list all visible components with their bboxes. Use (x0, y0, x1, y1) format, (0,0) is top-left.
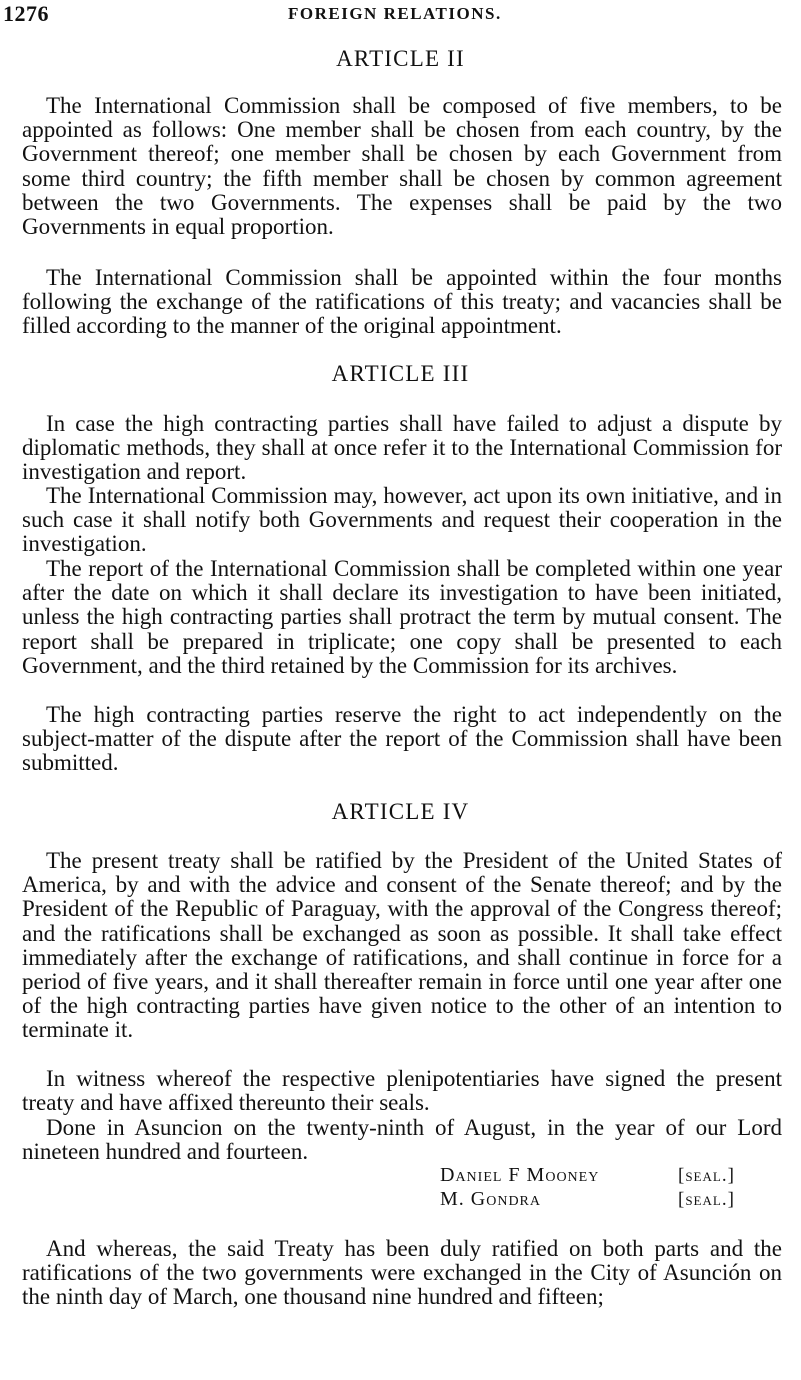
article-4-paragraph-2: In witness whereof the respective plenipotentiaries have signed the present treaty and have affixed thereunto their seals. (22, 1066, 782, 1116)
article-3-paragraph-1: In case the high contracting parties shall have failed to adjust a dispute by diplomatic methods, they shall at once refer it to the International Commission for investigation and report. (22, 411, 782, 485)
article-2-heading: ARTICLE II (336, 46, 465, 71)
signature-name-1: Daniel F Mooney (440, 1164, 600, 1186)
page-number: 1276 (3, 1, 49, 26)
seal-mark-2: [seal.] (678, 1189, 735, 1210)
article-4-heading: ARTICLE IV (331, 799, 470, 824)
closing-paragraph: And whereas, the said Treaty has been duly ratified on both parts and the ratifications of the two governments were exchanged in the City of Asunción on the ninth day of March, one thousand nine hundred and fifteen; (22, 1236, 782, 1310)
article-2-paragraph-1: The International Commission shall be composed of five members, to be appointed as follows: One member shall be chosen from each country, by the Government thereof; one member shall be chosen by each Government from some third country; the fifth member shall be chosen by common agreement between the two Governments. The expenses shall be paid by the two Governments in equal proportion. (22, 93, 782, 240)
running-title: FOREIGN RELATIONS. (288, 4, 502, 23)
seal-mark-1: [seal.] (678, 1165, 735, 1186)
article-2-paragraph-2: The International Commission shall be appointed within the four months following the exchange of the ratifications of this treaty; and vacancies shall be filled according to the manner of the original appointment. (22, 265, 782, 339)
article-4-paragraph-1: The present treaty shall be ratified by the President of the United States of America, by and with the advice and consent of the Senate thereof; and by the President of the Republic of Paraguay, with the approval of the Congress thereof; and the ratifications shall be exchanged as soon as possible. It shall take effect immediately after the exchange of ratifications, and shall continue in force for a period of five years, and it shall thereafter remain in force until one year after one of the high contracting parties have given notice to the other of an intention to terminate it. (22, 848, 782, 1043)
article-3-paragraph-2: The International Commission may, however, act upon its own initiative, and in such case it shall notify both Governments and request their cooperation in the investigation. (22, 483, 782, 557)
article-3-paragraph-4: The high contracting parties reserve the right to act independently on the subject-matter of the dispute after the report of the Commission shall have been submitted. (22, 702, 782, 776)
running-head (0, 1, 801, 25)
article-3-heading: ARTICLE III (331, 361, 470, 386)
signature-name-2: M. Gondra (440, 1188, 542, 1210)
article-3-paragraph-3: The report of the International Commission shall be completed within one year after the date on which it shall declare its investigation to have been initiated, unless the high contracting parties shall protract the term by mutual consent. The report shall be prepared in triplicate; one copy shall be presented to each Government, and the third retained by the Commission for its archives. (22, 556, 782, 678)
article-4-paragraph-3: Done in Asuncion on the twenty-ninth of August, in the year of our Lord nineteen hundred and fourteen. (22, 1115, 782, 1165)
